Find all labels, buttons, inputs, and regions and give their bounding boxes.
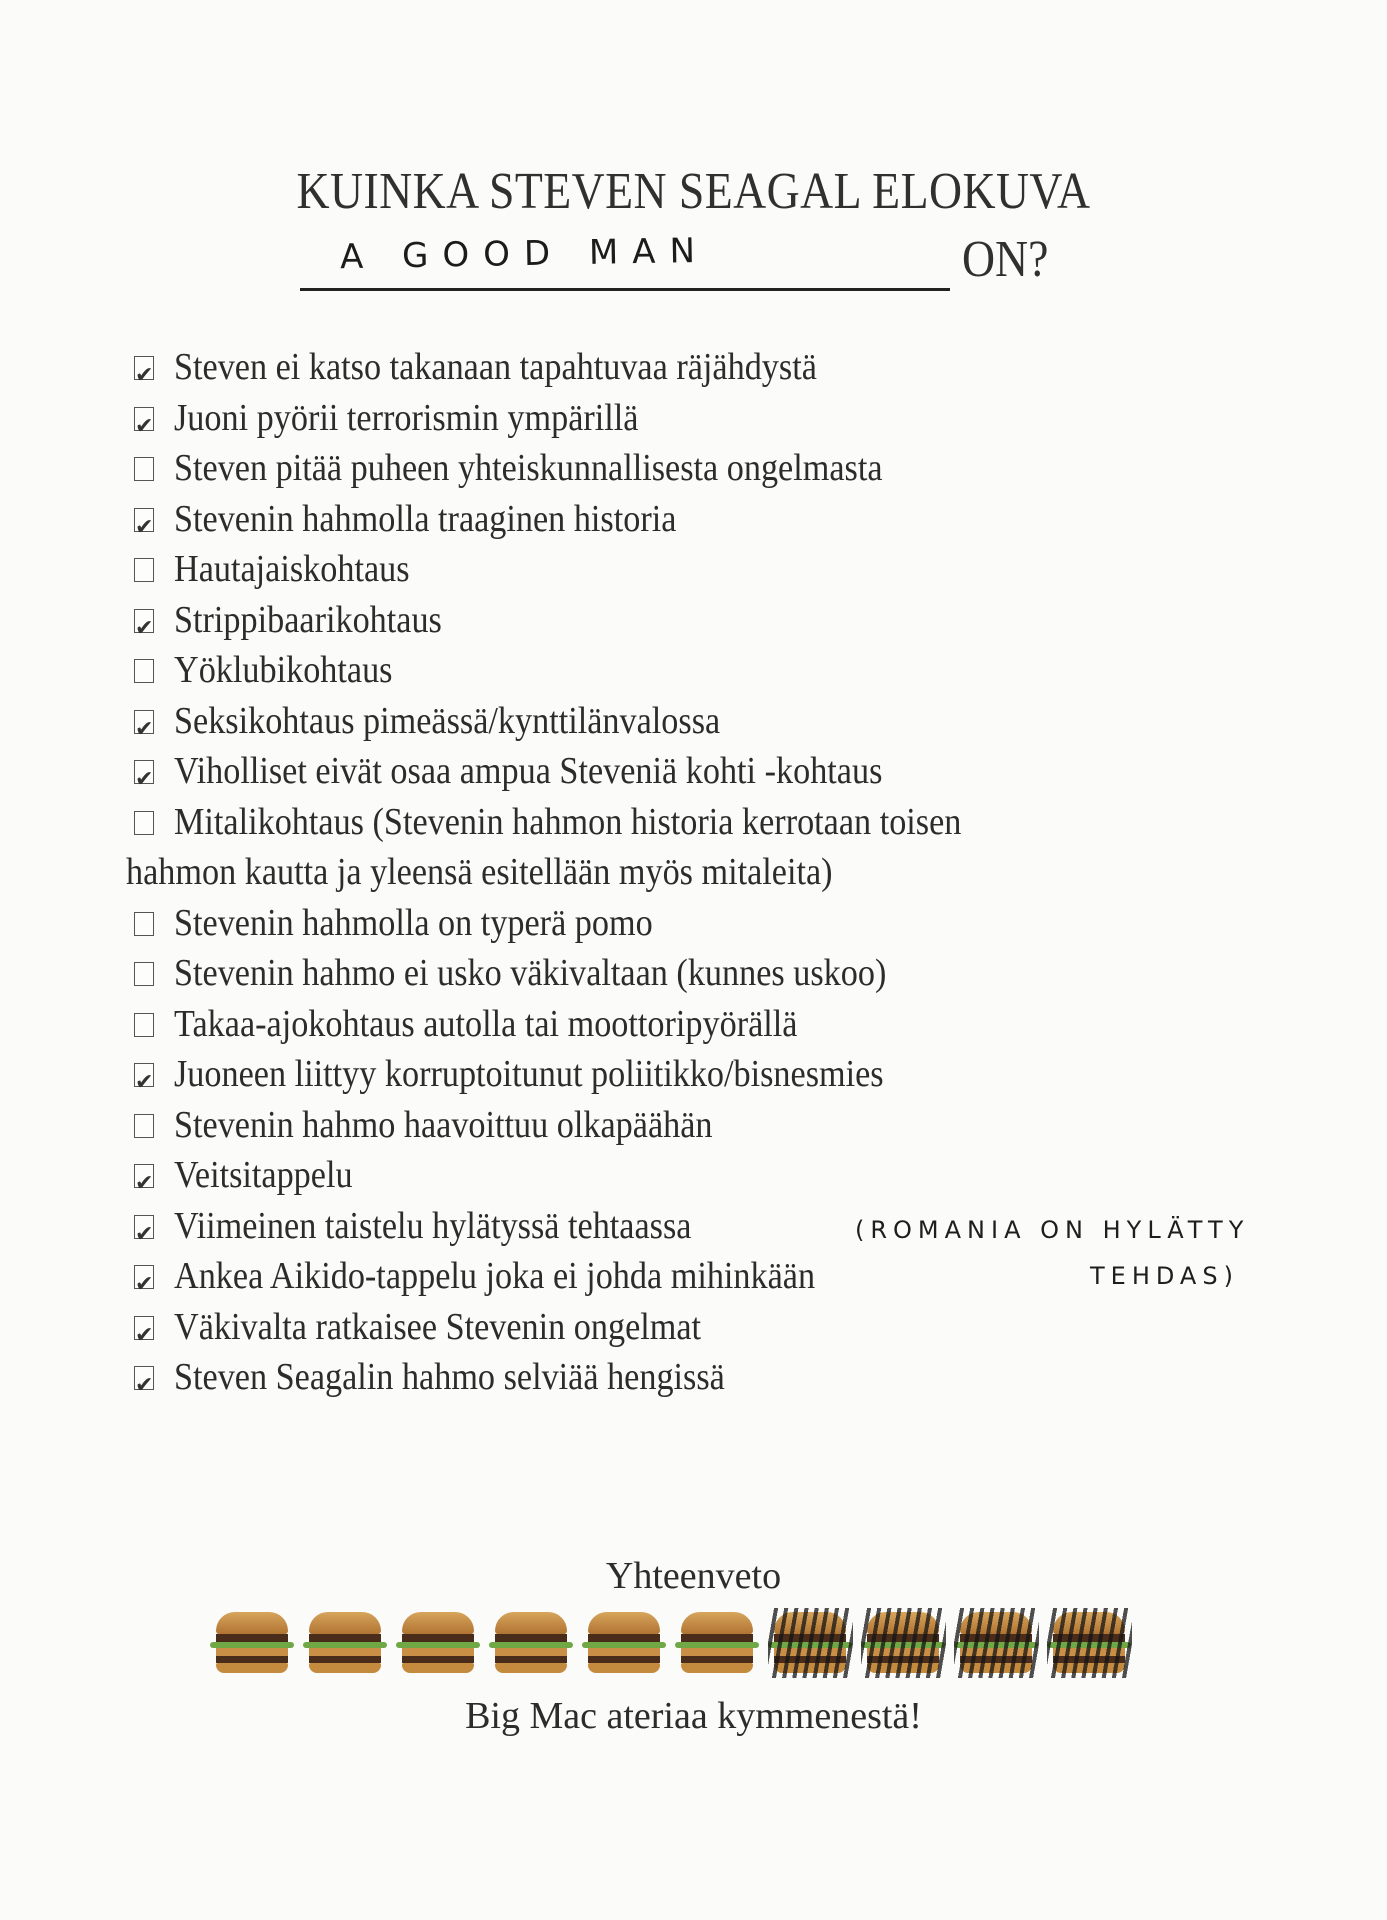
checked-checkbox-icon[interactable] [134, 710, 154, 734]
checklist-item-label: Juoneen liittyy korruptoitunut poliitikko/bisnesmies [174, 1053, 884, 1095]
burger-icon [303, 1612, 388, 1674]
burger-icon [582, 1612, 667, 1674]
checklist-item [130, 999, 1280, 1050]
checked-checkbox-icon[interactable] [134, 1265, 154, 1289]
crossed-out-burger-icon [861, 1612, 946, 1674]
empty-checkbox-icon[interactable] [134, 912, 154, 936]
checklist-item [130, 645, 1280, 696]
checklist-item-label: Stevenin hahmo haavoittuu olkapäähän [174, 1103, 713, 1146]
page-title: KUINKA STEVEN SEAGAL ELOKUVA [296, 163, 1091, 220]
checklist-item-label: Steven Seagalin hahmo selviää hengissä [174, 1356, 725, 1398]
checked-checkbox-icon[interactable] [134, 1063, 154, 1087]
crossed-out-burger-icon [768, 1612, 853, 1674]
checklist-item-label: Juoni pyörii terrorismin ympärillä [174, 396, 639, 439]
checklist-item-label: Seksikohtaus pimeässä/kynttilänvalossa [174, 699, 721, 742]
title-suffix: ON? [962, 231, 1049, 288]
burger-icon [210, 1612, 295, 1674]
checklist-item [130, 1100, 1280, 1151]
checklist-item-label: Stevenin hahmolla on typerä pomo [174, 901, 653, 944]
empty-checkbox-icon[interactable] [134, 962, 154, 986]
checklist-item [130, 443, 1280, 494]
summary-caption: Big Mac ateriaa kymmenestä! [465, 1695, 922, 1737]
burger-icon [396, 1612, 481, 1674]
checklist-item [130, 1352, 1280, 1403]
crossed-out-burger-icon [1047, 1612, 1132, 1674]
checklist-item [130, 595, 1280, 646]
empty-checkbox-icon[interactable] [134, 457, 154, 481]
empty-checkbox-icon[interactable] [134, 811, 154, 835]
empty-checkbox-icon[interactable] [134, 558, 154, 582]
checklist-item [130, 898, 1280, 949]
checklist-item [130, 342, 1280, 393]
checklist-item-label: Mitalikohtaus (Stevenin hahmon historia kerrotaan toisen [174, 800, 962, 843]
checked-checkbox-icon[interactable] [134, 1215, 154, 1239]
checklist-item [126, 797, 1280, 898]
checklist-item [130, 544, 1280, 595]
checklist-item-label: Viimeinen taistelu hylätyssä tehtaassa [174, 1204, 692, 1247]
handwritten-note-line1: (ROMANIA ON HYLÄTTY [855, 1216, 1250, 1244]
empty-checkbox-icon[interactable] [134, 659, 154, 683]
checklist-item-label: Ankea Aikido-tappelu joka ei johda mihinkään [174, 1255, 816, 1297]
burger-rating [210, 1612, 1132, 1674]
checklist-item-label: Takaa-ajokohtaus autolla tai moottoripyörällä [174, 1002, 798, 1045]
checked-checkbox-icon[interactable] [134, 1366, 154, 1390]
checklist-item-label: Yöklubikohtaus [174, 649, 393, 691]
film-name-handwritten: A GOOD MAN [339, 230, 710, 278]
checklist-item-label: Stevenin hahmo ei usko väkivaltaan (kunnes uskoo) [174, 952, 887, 994]
checklist-item [130, 1049, 1280, 1100]
checklist-item-label: Hautajaiskohtaus [174, 548, 410, 590]
checklist-item [130, 494, 1280, 545]
empty-checkbox-icon[interactable] [134, 1114, 154, 1138]
burger-icon [675, 1612, 760, 1674]
checklist-item-label: Strippibaarikohtaus [174, 598, 442, 641]
checked-checkbox-icon[interactable] [134, 508, 154, 532]
checked-checkbox-icon[interactable] [134, 356, 154, 380]
checklist-item-label: Viholliset eivät osaa ampua Steveniä kohti -kohtaus [174, 750, 883, 792]
checked-checkbox-icon[interactable] [134, 1164, 154, 1188]
film-name-line [300, 228, 1100, 290]
checklist-item-label: Steven pitää puheen yhteiskunnallisesta ongelmasta [174, 447, 883, 489]
burger-icon [489, 1612, 574, 1674]
checklist-item [130, 746, 1280, 797]
crossed-out-burger-icon [954, 1612, 1039, 1674]
checked-checkbox-icon[interactable] [134, 760, 154, 784]
checked-checkbox-icon[interactable] [134, 1316, 154, 1340]
empty-checkbox-icon[interactable] [134, 1013, 154, 1037]
checklist-item-label-continued: hahmon kautta ja yleensä esitellään myös mitaleita) [126, 851, 833, 893]
checklist-item [130, 696, 1280, 747]
checklist-item-label: Väkivalta ratkaisee Stevenin ongelmat [174, 1305, 702, 1348]
checked-checkbox-icon[interactable] [134, 609, 154, 633]
checklist-item [130, 393, 1280, 444]
handwritten-note-line2: TEHDAS) [1090, 1262, 1239, 1290]
checklist-item-label: Veitsitappelu [174, 1154, 353, 1196]
summary-heading: Yhteenveto [605, 1555, 782, 1597]
checked-checkbox-icon[interactable] [134, 407, 154, 431]
checklist-item-label: Steven ei katso takanaan tapahtuvaa räjähdystä [174, 346, 817, 388]
checklist-item [130, 1302, 1280, 1353]
checklist-item [130, 948, 1280, 999]
checklist-item-label: Stevenin hahmolla traaginen historia [174, 497, 677, 540]
checklist-item [130, 1150, 1280, 1201]
